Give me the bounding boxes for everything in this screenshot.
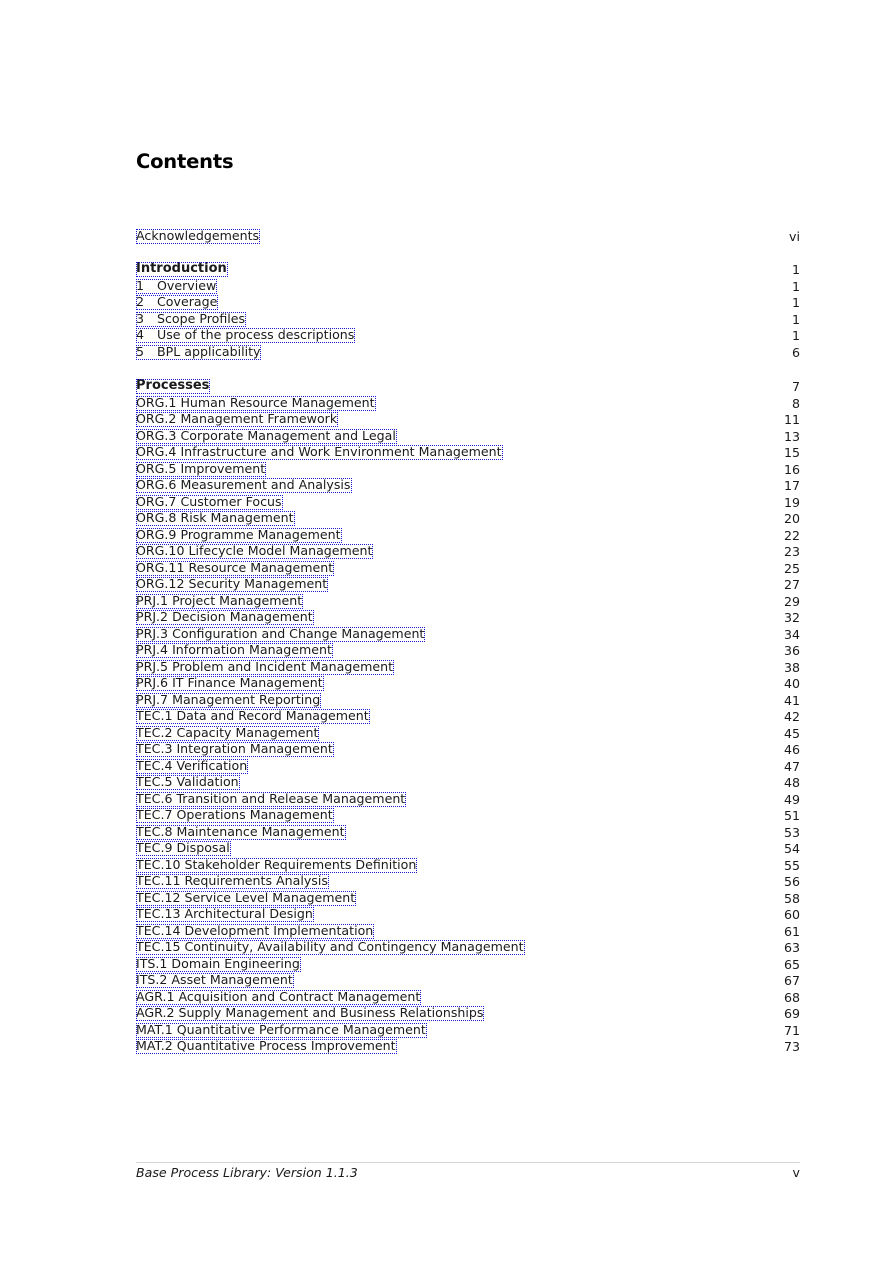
toc-entry bbox=[136, 709, 800, 726]
toc-entry-label: MAT.1 Quantitative Performance Management bbox=[136, 1021, 426, 1037]
toc-entry-label: ORG.9 Programme Management bbox=[136, 526, 341, 542]
toc-section-number: 2 bbox=[136, 294, 145, 309]
toc-link[interactable] bbox=[136, 495, 283, 510]
toc-entry-label: ORG.10 Lifecycle Model Management bbox=[136, 543, 373, 558]
toc-link[interactable] bbox=[136, 594, 303, 609]
toc-entry-label: AGR.1 Acquisition and Contract Management bbox=[136, 988, 421, 1004]
toc-page-number: 54 bbox=[783, 841, 800, 856]
toc-entry bbox=[136, 924, 800, 941]
toc-link[interactable] bbox=[136, 825, 346, 840]
toc-front-section bbox=[136, 229, 800, 246]
toc-entry bbox=[136, 1023, 800, 1040]
toc-entry bbox=[136, 594, 800, 611]
toc-page-number: 56 bbox=[783, 874, 800, 889]
toc-entry-label: Overview bbox=[157, 277, 217, 293]
toc-link[interactable] bbox=[136, 478, 352, 493]
toc-link[interactable] bbox=[136, 610, 314, 625]
toc-page-number: 23 bbox=[783, 544, 800, 559]
toc-entry bbox=[136, 693, 800, 710]
toc-entry bbox=[136, 808, 800, 825]
toc-page-number: vi bbox=[789, 229, 800, 244]
toc-introduction-section bbox=[136, 262, 800, 361]
toc-entry bbox=[136, 676, 800, 693]
toc-entry-label: TEC.13 Architectural Design bbox=[136, 906, 313, 921]
toc-page-number: 20 bbox=[783, 511, 800, 526]
toc-entry-label: BPL applicability bbox=[157, 343, 261, 359]
toc-link[interactable] bbox=[136, 643, 333, 658]
toc-entry bbox=[136, 561, 800, 578]
toc-page-number: 29 bbox=[783, 593, 800, 609]
toc-entry bbox=[136, 643, 800, 660]
toc-link[interactable] bbox=[136, 841, 231, 856]
toc-page-number: 16 bbox=[783, 461, 800, 477]
toc-link[interactable] bbox=[136, 396, 376, 411]
toc-entry-label: TEC.3 Integration Management bbox=[136, 741, 333, 756]
toc-page-number: 1 bbox=[791, 278, 800, 294]
toc-entry-label: TEC.10 Stakeholder Requirements Definition bbox=[136, 856, 417, 872]
toc-entry-label: ORG.5 Improvement bbox=[136, 460, 266, 476]
toc-entry-label: ORG.1 Human Resource Management bbox=[136, 394, 375, 410]
toc-link[interactable] bbox=[136, 759, 248, 774]
toc-page-number: 60 bbox=[783, 907, 800, 922]
toc-link[interactable] bbox=[136, 775, 240, 790]
toc-link[interactable] bbox=[136, 345, 261, 360]
toc-entry bbox=[136, 957, 800, 974]
toc-page-number: 69 bbox=[783, 1006, 800, 1021]
toc-page-number: 36 bbox=[783, 643, 800, 658]
toc-entry bbox=[136, 907, 800, 924]
toc-link[interactable] bbox=[136, 874, 329, 889]
toc-link[interactable] bbox=[136, 693, 321, 708]
toc-entry bbox=[136, 328, 800, 345]
page-title: Contents bbox=[136, 150, 234, 173]
toc-page-number: 1 bbox=[791, 295, 800, 310]
toc-entry-label: PRJ.4 Information Management bbox=[136, 642, 332, 657]
toc-entry-label: PRJ.1 Project Management bbox=[136, 592, 303, 608]
toc-link-acknowledgements[interactable]: Acknowledgements bbox=[136, 228, 260, 243]
toc-entry-label: ORG.12 Security Management bbox=[136, 576, 328, 591]
toc-link[interactable] bbox=[136, 511, 295, 526]
toc-page-number: 32 bbox=[783, 610, 800, 625]
toc-page-number: 7 bbox=[791, 379, 800, 394]
toc-entry bbox=[136, 874, 800, 891]
toc-entry-label: ITS.2 Asset Management bbox=[136, 972, 293, 987]
toc-entry bbox=[136, 825, 800, 842]
toc-page-number: 45 bbox=[783, 725, 800, 741]
toc-page-number: 17 bbox=[783, 478, 800, 493]
toc-entry bbox=[136, 973, 800, 990]
toc-link[interactable] bbox=[136, 808, 334, 823]
footer-divider bbox=[136, 1162, 800, 1163]
toc-entry-label: TEC.12 Service Level Management bbox=[136, 889, 356, 905]
toc-entry bbox=[136, 396, 800, 413]
toc-entry-label: PRJ.3 Configuration and Change Management bbox=[136, 625, 425, 641]
toc-entry bbox=[136, 445, 800, 462]
toc-link-introduction[interactable]: Introduction bbox=[136, 261, 227, 276]
toc-page-number: 1 bbox=[791, 328, 800, 343]
toc-entry bbox=[136, 312, 800, 329]
toc-page-number: 49 bbox=[783, 791, 800, 807]
toc-link[interactable] bbox=[136, 1006, 484, 1021]
toc-entry bbox=[136, 858, 800, 875]
toc-link[interactable] bbox=[136, 891, 356, 906]
toc-section-number: 3 bbox=[136, 310, 145, 326]
toc-page-number: 53 bbox=[783, 824, 800, 840]
toc-link[interactable] bbox=[136, 312, 246, 327]
toc-link[interactable] bbox=[136, 709, 370, 724]
toc-link-processes[interactable]: Processes bbox=[136, 378, 210, 393]
toc-entry bbox=[136, 345, 800, 362]
toc-link[interactable] bbox=[136, 279, 217, 294]
toc-entry-label: TEC.7 Operations Management bbox=[136, 807, 333, 822]
toc-entry bbox=[136, 495, 800, 512]
toc-entry bbox=[136, 742, 800, 759]
toc-page-number: 71 bbox=[783, 1022, 800, 1038]
toc-entry-label: ORG.3 Corporate Management and Legal bbox=[136, 427, 396, 443]
footer-document-title: Base Process Library: Version 1.1.3 bbox=[136, 1165, 358, 1180]
toc-entry-label: ORG.6 Measurement and Analysis bbox=[136, 477, 351, 492]
toc-entry-label: TEC.8 Maintenance Management bbox=[136, 823, 345, 839]
toc-page-number: 46 bbox=[783, 742, 800, 757]
toc-page-number: 51 bbox=[783, 808, 800, 823]
toc-entry-label: AGR.2 Supply Management and Business Relationships bbox=[136, 1005, 484, 1020]
toc-entry bbox=[136, 775, 800, 792]
toc-processes-section bbox=[136, 379, 800, 1056]
toc-link[interactable] bbox=[136, 528, 342, 543]
toc-page-number: 40 bbox=[783, 676, 800, 691]
toc-link[interactable] bbox=[136, 1039, 397, 1054]
toc-entry bbox=[136, 412, 800, 429]
toc-entry-label: MAT.2 Quantitative Process Improvement bbox=[136, 1038, 396, 1053]
toc-entry bbox=[136, 528, 800, 545]
toc-entry-label: TEC.15 Continuity, Availability and Contingency Management bbox=[136, 939, 524, 954]
toc-link[interactable] bbox=[136, 907, 314, 922]
toc-page-number: 63 bbox=[783, 940, 800, 955]
toc-page-number: 73 bbox=[783, 1039, 800, 1054]
toc-entry-label: TEC.9 Disposal bbox=[136, 840, 230, 855]
toc-entry bbox=[136, 660, 800, 677]
toc-entry-label: Scope Profiles bbox=[157, 310, 246, 326]
toc-entry-label: PRJ.7 Management Reporting bbox=[136, 691, 321, 707]
toc-entry-label: TEC.4 Verification bbox=[136, 757, 248, 773]
toc-page-number: 1 bbox=[791, 311, 800, 327]
toc-link[interactable] bbox=[136, 1023, 427, 1038]
toc-page-number: 25 bbox=[783, 560, 800, 576]
toc-link[interactable] bbox=[136, 973, 294, 988]
toc-entry bbox=[136, 1006, 800, 1023]
toc-entry bbox=[136, 279, 800, 296]
toc-entry-label: TEC.6 Transition and Release Management bbox=[136, 790, 406, 806]
toc-entry-acknowledgements bbox=[136, 229, 800, 246]
toc-entry bbox=[136, 610, 800, 627]
toc-entry-label: TEC.11 Requirements Analysis bbox=[136, 873, 328, 888]
toc-entry-label: TEC.5 Validation bbox=[136, 774, 239, 789]
toc-page-number: 55 bbox=[783, 857, 800, 873]
toc-link[interactable] bbox=[136, 412, 338, 427]
toc-section-number: 4 bbox=[136, 327, 145, 342]
toc-entry bbox=[136, 841, 800, 858]
toc-entry-label: PRJ.5 Problem and Incident Management bbox=[136, 658, 394, 674]
toc-entry-label: Coverage bbox=[157, 294, 218, 309]
toc-link[interactable] bbox=[136, 990, 421, 1005]
toc-link[interactable] bbox=[136, 462, 266, 477]
toc-entry-label: PRJ.6 IT Finance Management bbox=[136, 675, 323, 690]
toc-processes-list bbox=[136, 396, 800, 1056]
toc-entry bbox=[136, 792, 800, 809]
toc-page-number: 8 bbox=[791, 395, 800, 411]
toc-page-number: 67 bbox=[783, 973, 800, 988]
toc-section-number: 1 bbox=[136, 277, 145, 293]
toc-entry-processes bbox=[136, 379, 800, 396]
toc-page-number: 27 bbox=[783, 577, 800, 592]
toc-page-number: 48 bbox=[783, 775, 800, 790]
toc-entry bbox=[136, 940, 800, 957]
toc-page-number: 15 bbox=[783, 445, 800, 460]
toc-page-number: 34 bbox=[783, 626, 800, 642]
toc-entry bbox=[136, 577, 800, 594]
toc-link[interactable] bbox=[136, 328, 355, 343]
toc-link[interactable] bbox=[136, 561, 334, 576]
toc-page-number: 58 bbox=[783, 890, 800, 906]
toc-entry bbox=[136, 990, 800, 1007]
toc-entry-label: TEC.1 Data and Record Management bbox=[136, 708, 369, 723]
toc-page-number: 41 bbox=[783, 692, 800, 708]
toc-link[interactable] bbox=[136, 940, 525, 955]
toc-entry bbox=[136, 511, 800, 528]
toc-entry-label: TEC.14 Development Implementation bbox=[136, 922, 374, 938]
toc-entry-label: ORG.2 Management Framework bbox=[136, 411, 338, 426]
toc-link[interactable] bbox=[136, 627, 425, 642]
toc-link[interactable] bbox=[136, 660, 394, 675]
toc-entry-introduction bbox=[136, 262, 800, 279]
toc-link[interactable] bbox=[136, 726, 319, 741]
toc-entry bbox=[136, 295, 800, 312]
toc-page-number: 61 bbox=[783, 923, 800, 939]
toc-link[interactable] bbox=[136, 858, 417, 873]
toc-entry-label: ITS.1 Domain Engineering bbox=[136, 955, 300, 971]
toc-entry-label: ORG.7 Customer Focus bbox=[136, 493, 282, 509]
toc-entry-label: ORG.11 Resource Management bbox=[136, 559, 334, 575]
toc-link[interactable] bbox=[136, 924, 374, 939]
toc-entry bbox=[136, 891, 800, 908]
toc-entry bbox=[136, 1039, 800, 1056]
footer-page-number: v bbox=[792, 1165, 800, 1180]
toc-page-number: 38 bbox=[783, 659, 800, 675]
toc-entry-label: TEC.2 Capacity Management bbox=[136, 724, 319, 740]
toc-entry bbox=[136, 478, 800, 495]
toc-page-number: 65 bbox=[783, 956, 800, 972]
toc-page-number: 13 bbox=[783, 428, 800, 444]
toc-page-number: 1 bbox=[791, 262, 800, 277]
toc-section-number: 5 bbox=[136, 343, 145, 359]
toc-page-number: 6 bbox=[791, 344, 800, 360]
toc-entry-label: ORG.8 Risk Management bbox=[136, 510, 294, 525]
toc-entry-label: PRJ.2 Decision Management bbox=[136, 609, 313, 624]
toc-link[interactable] bbox=[136, 577, 328, 592]
toc-page-number: 19 bbox=[783, 494, 800, 510]
toc-introduction-list bbox=[136, 279, 800, 362]
toc-link[interactable] bbox=[136, 957, 301, 972]
toc-entry bbox=[136, 726, 800, 743]
toc-page-number: 42 bbox=[783, 709, 800, 724]
toc-link[interactable] bbox=[136, 742, 334, 757]
toc-entry-label: Use of the process descriptions bbox=[157, 327, 355, 342]
toc-link[interactable] bbox=[136, 429, 397, 444]
toc-entry bbox=[136, 759, 800, 776]
toc-page-number: 47 bbox=[783, 758, 800, 774]
toc-page-number: 22 bbox=[783, 527, 800, 543]
toc-entry bbox=[136, 627, 800, 644]
toc-page-number: 11 bbox=[783, 412, 800, 427]
toc-link[interactable] bbox=[136, 445, 503, 460]
toc-page-number: 68 bbox=[783, 989, 800, 1005]
toc-entry-label: ORG.4 Infrastructure and Work Environment Management bbox=[136, 444, 502, 459]
toc-link[interactable] bbox=[136, 295, 218, 310]
toc-link[interactable] bbox=[136, 676, 324, 691]
toc-link[interactable] bbox=[136, 792, 406, 807]
toc-link[interactable] bbox=[136, 544, 373, 559]
toc-entry bbox=[136, 429, 800, 446]
toc-entry bbox=[136, 462, 800, 479]
toc-entry bbox=[136, 544, 800, 561]
